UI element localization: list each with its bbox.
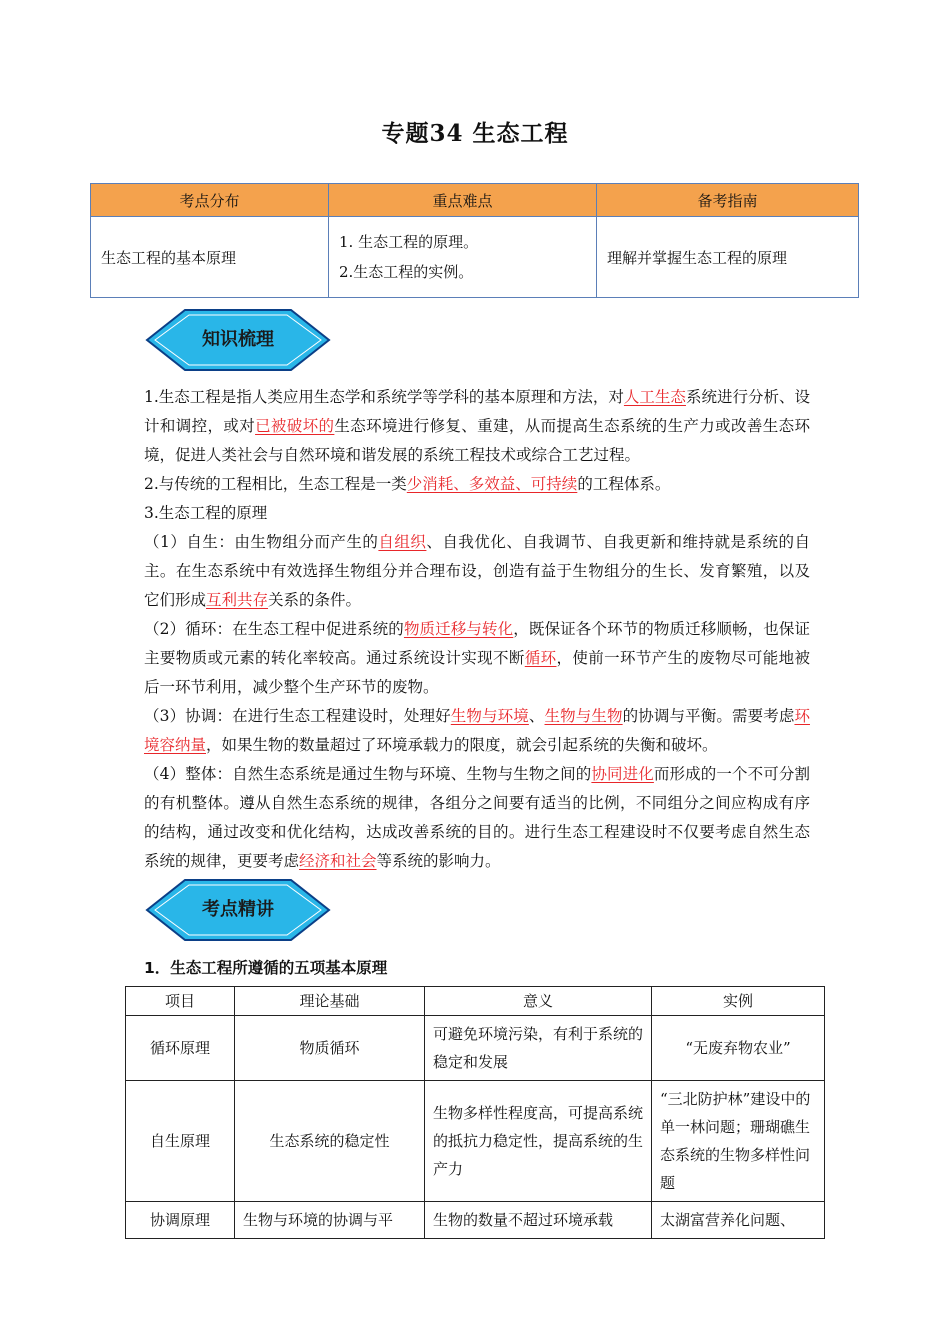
section-banner-knowledge — [145, 307, 331, 373]
text: 2.与传统的工程相比，生态工程是一类 — [144, 475, 407, 493]
header-cell: 实例 — [652, 987, 825, 1016]
table-cell: 生物的数量不超过环境承载 — [425, 1202, 652, 1239]
highlight: 自组织 — [378, 533, 427, 551]
header-cell: 备考指南 — [597, 184, 859, 217]
guide-cell: 理解并掌握生态工程的原理 — [597, 217, 859, 298]
table-row — [126, 1202, 825, 1239]
highlight: 环境容纳量 — [144, 707, 810, 754]
overview-table — [90, 183, 859, 298]
text: （1）自生：由生物组分而产生的 — [144, 533, 379, 551]
text: 关系的条件。 — [268, 591, 362, 609]
key-points-cell — [329, 217, 597, 298]
table-cell: “无废弃物农业” — [652, 1016, 825, 1081]
table-row — [126, 1081, 825, 1202]
key-point: 2.生态工程的实例。 — [339, 263, 474, 281]
table-cell: 协调原理 — [126, 1202, 235, 1239]
text: ，使前一环节产生的废物尽可能地被后一环节利用，减少整个生产环节的废物。 — [144, 649, 810, 696]
section-subtitle: 1．生态工程所遵循的五项基本原理 — [144, 959, 388, 977]
paragraph — [144, 615, 810, 702]
highlight: 生物与环境 — [450, 707, 529, 725]
text: 系统进行分析、设计和调控，或对 — [144, 388, 810, 435]
table-cell: 物质循环 — [235, 1016, 425, 1081]
section-banner-exam — [145, 877, 331, 943]
knowledge-text — [144, 383, 810, 876]
table-cell: 生物多样性程度高，可提高系统的抵抗力稳定性，提高系统的生产力 — [425, 1081, 652, 1202]
banner-label: 知识梳理 — [202, 329, 274, 350]
topic-cell: 生态工程的基本原理 — [91, 217, 329, 298]
text: 的协调与平衡。需要考虑 — [622, 707, 795, 725]
paragraph — [144, 383, 810, 470]
table-cell: 自生原理 — [126, 1081, 235, 1202]
paragraph — [144, 470, 810, 499]
highlight: 少消耗、多效益、可持续 — [406, 475, 578, 493]
highlight: 循环 — [524, 649, 557, 667]
table-cell: “三北防护林”建设中的单一林问题；珊瑚礁生态系统的生物多样性问题 — [652, 1081, 825, 1202]
text: 的工程体系。 — [577, 475, 671, 493]
text: 、自我优化、自我调节、自我更新和维持就是系统的自主。在生态系统中有效选择生物组分并合理布设，创造有益于生物组分的生长、发育繁殖，以及它们形成 — [144, 533, 810, 609]
highlight: 经济和社会 — [299, 852, 377, 870]
text: 1.生态工程是指人类应用生态学和系统学等学科的基本原理和方法，对 — [144, 388, 624, 406]
page-title: 专题34 生态工程 — [381, 120, 569, 147]
text: （2）循环：在生态工程中促进系统的 — [144, 620, 404, 638]
text: ，既保证各个环节的物质迁移顺畅，也保证主要物质或元素的转化率较高。通过系统设计实现不断 — [144, 620, 810, 667]
highlight: 生物与生物 — [544, 707, 623, 725]
table-cell: 生物与环境的协调与平 — [235, 1202, 425, 1239]
header-cell: 考点分布 — [91, 184, 329, 217]
text: （4）整体：自然生态系统是通过生物与环境、生物与生物之间的 — [144, 765, 592, 783]
text: 而形成的一个不可分割的有机整体。遵从自然生态系统的规律，各组分之间要有适当的比例，不同组分之间应构成有序的结构，通过改变和优化结构，达成改善系统的目的。进行生态工程建设时不仅要考虑自然生态系统的规律，更要考虑 — [144, 765, 810, 870]
banner-label: 考点精讲 — [202, 899, 274, 920]
text: ，如果生物的数量超过了环境承载力的限度，就会引起系统的失衡和破坏。 — [206, 736, 718, 754]
paragraph: 3.生态工程的原理 — [144, 504, 268, 522]
paragraph — [144, 702, 810, 760]
table-row — [126, 1016, 825, 1081]
header-cell: 意义 — [425, 987, 652, 1016]
paragraph — [144, 528, 810, 615]
header-cell: 理论基础 — [235, 987, 425, 1016]
table-cell: 太湖富营养化问题、 — [652, 1202, 825, 1239]
table-cell: 可避免环境污染，有利于系统的稳定和发展 — [425, 1016, 652, 1081]
highlight: 互利共存 — [206, 591, 269, 609]
paragraph — [144, 760, 810, 876]
highlight: 已被破坏的 — [255, 417, 335, 435]
principles-table — [125, 986, 825, 1239]
table-cell: 循环原理 — [126, 1016, 235, 1081]
header-cell: 项目 — [126, 987, 235, 1016]
text: 生态环境进行修复、重建，从而提高生态系统的生产力或改善生态环境，促进人类社会与自然环境和谐发展的系统工程技术或综合工艺过程。 — [144, 417, 810, 464]
header-cell: 重点难点 — [329, 184, 597, 217]
table-cell: 生态系统的稳定性 — [235, 1081, 425, 1202]
key-point: 1. 生态工程的原理。 — [339, 233, 479, 251]
text: 等系统的影响力。 — [376, 852, 501, 870]
highlight: 物质迁移与转化 — [403, 620, 514, 638]
highlight: 人工生态 — [623, 388, 686, 406]
text: （3）协调：在进行生态工程建设时，处理好 — [144, 707, 451, 725]
text: 、 — [528, 707, 545, 725]
highlight: 协同进化 — [591, 765, 654, 783]
